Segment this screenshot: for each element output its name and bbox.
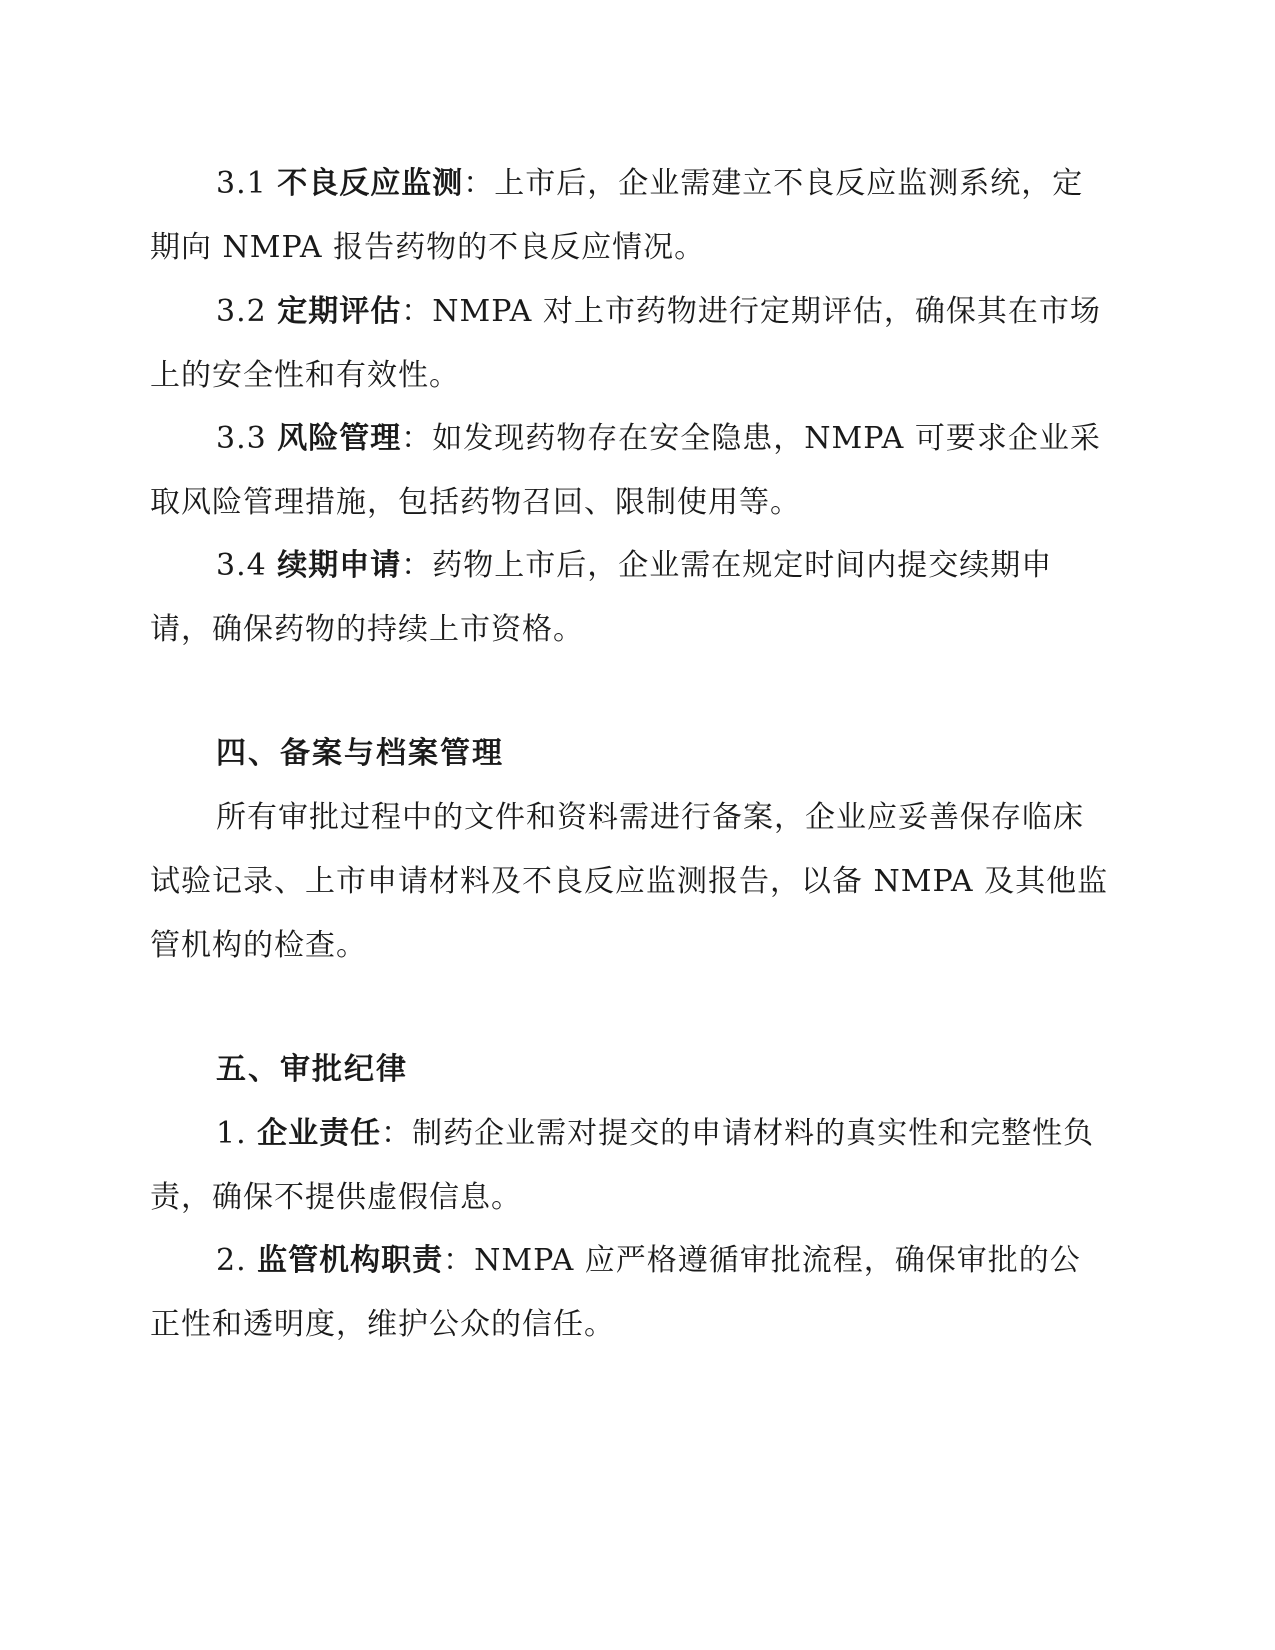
item-separator: ： bbox=[401, 421, 433, 456]
item-title: 企业责任 bbox=[257, 1116, 382, 1151]
item-number: 3.3 bbox=[216, 421, 278, 456]
item-number: 2. bbox=[216, 1243, 258, 1278]
item-title: 续期申请 bbox=[277, 548, 402, 583]
item-5-2 bbox=[150, 1229, 1110, 1357]
item-separator: ： bbox=[381, 1116, 413, 1151]
item-number: 1. bbox=[216, 1116, 258, 1151]
item-3-1 bbox=[150, 152, 1110, 280]
item-title: 不良反应监测 bbox=[277, 166, 464, 201]
item-separator: ： bbox=[401, 294, 433, 329]
item-text: 如发现药物存在安全隐患，NMPA 可要求企业采取风险管理措施，包括药物召回、限制使用等。 bbox=[150, 421, 1101, 520]
item-separator: ： bbox=[443, 1243, 475, 1278]
item-text: NMPA 对上市药物进行定期评估，确保其在市场上的安全性和有效性。 bbox=[150, 294, 1101, 393]
item-5-1 bbox=[150, 1102, 1110, 1230]
section-4-heading: 四、备案与档案管理 bbox=[216, 736, 504, 771]
item-number: 3.2 bbox=[216, 294, 278, 329]
item-separator: ： bbox=[463, 166, 495, 201]
item-separator: ： bbox=[401, 548, 433, 583]
item-number: 3.4 bbox=[216, 548, 278, 583]
item-text: 制药企业需对提交的申请材料的真实性和完整性负责，确保不提供虚假信息。 bbox=[150, 1116, 1095, 1215]
item-number: 3.1 bbox=[216, 166, 278, 201]
section-5-heading: 五、审批纪律 bbox=[216, 1052, 408, 1087]
item-text: NMPA 应严格遵循审批流程，确保审批的公正性和透明度，维护公众的信任。 bbox=[150, 1243, 1081, 1342]
section-4-body: 所有审批过程中的文件和资料需进行备案，企业应妥善保存临床试验记录、上市申请材料及不良反应监测报告，以备 NMPA 及其他监管机构的检查。 bbox=[150, 800, 1109, 963]
item-title: 监管机构职责 bbox=[257, 1243, 444, 1278]
item-3-2 bbox=[150, 280, 1110, 408]
item-title: 风险管理 bbox=[277, 421, 402, 456]
item-3-3 bbox=[150, 407, 1110, 535]
item-text: 药物上市后，企业需在规定时间内提交续期申请，确保药物的持续上市资格。 bbox=[150, 548, 1053, 647]
item-text: 上市后，企业需建立不良反应监测系统，定期向 NMPA 报告药物的不良反应情况。 bbox=[150, 166, 1084, 265]
item-title: 定期评估 bbox=[277, 294, 402, 329]
item-3-4 bbox=[150, 534, 1110, 662]
